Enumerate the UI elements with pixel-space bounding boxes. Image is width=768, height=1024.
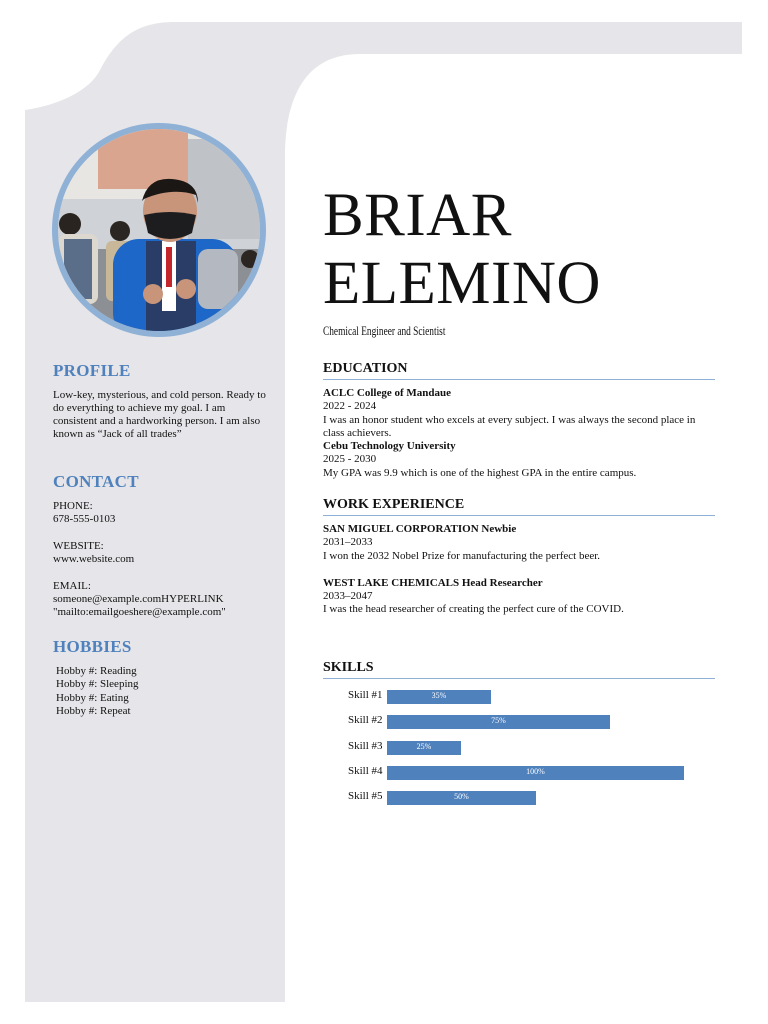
person-name bbox=[323, 182, 601, 318]
email-value-line1[interactable]: someone@example.comHYPERLINK bbox=[53, 593, 224, 605]
contact-block bbox=[53, 500, 268, 619]
work-years: 2033–2047 bbox=[323, 590, 373, 603]
skill-row bbox=[323, 763, 715, 788]
education-desc: My GPA was 9.9 which is one of the highest GPA in the entire campus. bbox=[323, 466, 637, 479]
work-company: SAN MIGUEL CORPORATION Newbie bbox=[323, 523, 517, 535]
job-title: Chemical Engineer and Scientist bbox=[323, 323, 446, 338]
skill-percent: 100% bbox=[526, 766, 545, 776]
hobby-item: Hobby #: Reading bbox=[56, 665, 137, 677]
skill-row bbox=[323, 687, 715, 712]
skill-row bbox=[323, 712, 715, 737]
education-heading: EDUCATION bbox=[323, 360, 715, 380]
skill-percent: 50% bbox=[454, 792, 469, 802]
skill-bar bbox=[387, 715, 610, 729]
work-heading: WORK EXPERIENCE bbox=[323, 496, 715, 516]
email-value-line2[interactable]: "mailto:emailgoeshere@example.com" bbox=[53, 606, 226, 618]
skill-label: Skill #2 bbox=[348, 714, 383, 727]
skill-label: Skill #1 bbox=[348, 689, 383, 701]
hobbies-list bbox=[56, 665, 139, 718]
education-school: Cebu Technology University bbox=[323, 440, 456, 453]
skill-percent: 25% bbox=[416, 741, 432, 751]
skill-label: Skill #3 bbox=[348, 739, 383, 752]
work-company: WEST LAKE CHEMICALS Head Researcher bbox=[323, 576, 543, 589]
last-name: ELEMINO bbox=[323, 250, 601, 317]
skill-percent: 75% bbox=[491, 716, 506, 726]
website-label: WEBSITE: bbox=[53, 540, 104, 552]
hobby-item: Hobby #: Repeat bbox=[56, 704, 131, 717]
education-school: ACLC College of Mandaue bbox=[323, 387, 452, 399]
profile-paragraph: Low-key, mysterious, and cold person. Ready to do everything to achieve my goal. I am consistent and a hardworking person. I am also known as “Jack of all trades” bbox=[53, 389, 266, 440]
skills-heading: SKILLS bbox=[323, 659, 715, 679]
hobbies-heading: HOBBIES bbox=[53, 637, 132, 656]
skill-bar bbox=[387, 690, 491, 704]
profile-text bbox=[53, 389, 268, 441]
education-years: 2025 - 2030 bbox=[323, 453, 377, 466]
skill-row bbox=[323, 738, 715, 763]
skill-label: Skill #4 bbox=[348, 764, 383, 777]
work-list bbox=[323, 523, 715, 617]
email-label: EMAIL: bbox=[53, 580, 91, 592]
work-desc: I was the head researcher of creating the perfect cure of the COVID. bbox=[323, 603, 624, 616]
hobby-item: Hobby #: Sleeping bbox=[56, 678, 139, 691]
skills-chart bbox=[323, 687, 715, 813]
first-name: BRIAR bbox=[323, 182, 512, 249]
skill-row bbox=[323, 788, 715, 813]
profile-photo bbox=[58, 129, 260, 331]
contact-heading: CONTACT bbox=[53, 472, 139, 491]
phone-value: 678-555-0103 bbox=[53, 513, 116, 525]
profile-heading: PROFILE bbox=[53, 361, 131, 380]
skill-bar bbox=[387, 766, 684, 780]
education-desc: I was an honor student who excels at every subject. I was always the second place in class achievers. bbox=[323, 413, 696, 439]
education-years: 2022 - 2024 bbox=[323, 400, 377, 413]
skill-percent: 35% bbox=[431, 691, 447, 700]
skill-label: Skill #5 bbox=[348, 790, 383, 803]
skill-bar bbox=[387, 791, 536, 805]
education-list bbox=[323, 387, 715, 480]
website-value[interactable]: www.website.com bbox=[53, 553, 135, 565]
skill-bar bbox=[387, 741, 461, 755]
phone-label: PHONE: bbox=[53, 500, 93, 512]
hobby-item: Hobby #: Eating bbox=[56, 691, 129, 704]
work-years: 2031–2033 bbox=[323, 536, 373, 549]
work-desc: I won the 2032 Nobel Prize for manufacturing the perfect beer. bbox=[323, 549, 601, 562]
